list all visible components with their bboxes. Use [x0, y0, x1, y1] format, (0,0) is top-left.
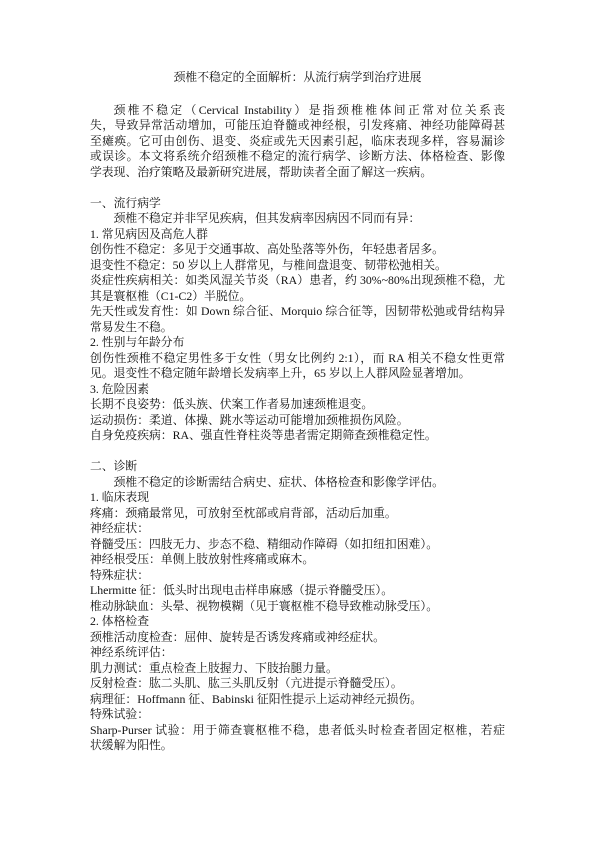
list-item: 退变性不稳定：50 岁以上人群常见，与椎间盘退变、韧带松弛相关。 — [90, 257, 447, 272]
list-item-line: Sharp-Purser 试验：用于筛查寰枢椎不稳，患者低头时检查者固定枢椎，若症 — [90, 722, 505, 737]
intro-paragraph — [90, 103, 505, 181]
list-item — [90, 304, 505, 335]
intro-line: 至瘫痪。它可由创伤、退变、炎症或先天因素引起，临床表现多样，容易漏诊 — [90, 133, 505, 148]
subsection-heading: 1. 常见病因及高危人群 — [90, 226, 208, 241]
subsection-gender-age — [90, 335, 505, 382]
subsection-risk-factors — [90, 382, 505, 444]
section-lead: 颈椎不稳定的诊断需结合病史、症状、体格检查和影像学评估。 — [113, 474, 444, 489]
paragraph-line: 创伤性颈椎不稳定男性多于女性（男女比例约 2:1），而 RA 相关不稳女性更常 — [90, 350, 505, 365]
section-heading: 二、诊断 — [90, 459, 138, 473]
list-item: 病理征：Hoffmann 征、Babinski 征阳性提示上运动神经元损伤。 — [90, 691, 423, 706]
document-body — [90, 70, 505, 754]
subsection-causes — [90, 227, 505, 336]
paragraph — [90, 351, 505, 382]
document-title: 颈椎不稳定的全面解析：从流行病学到治疗进展 — [173, 70, 422, 84]
section-diagnosis — [90, 459, 505, 754]
section-lead: 颈椎不稳定并非罕见疾病，但其发病率因病因不同而有异： — [113, 211, 421, 225]
subsection-heading: 2. 性别与年龄分布 — [90, 335, 185, 349]
list-item: 脊髓受压：四肢无力、步态不稳、精细动作障碍（如扣纽扣困难）。 — [90, 536, 439, 551]
list-item: 颈椎活动度检查：屈伸、旋转是否诱发疼痛或神经症状。 — [90, 629, 385, 644]
list-label: 神经系统评估： — [90, 645, 173, 659]
intro-line: 学表现、治疗策略及最新研究进展，帮助读者全面了解这一疾病。 — [90, 164, 433, 179]
list-item — [90, 723, 505, 754]
list-item: 长期不良姿势：低头族、伏案工作者易加速颈椎退变。 — [90, 397, 374, 411]
list-item: 肌力测试：重点检查上肢握力、下肢抬腿力量。 — [90, 660, 338, 675]
list-item: 反射检查：肱二头肌、肱三头肌反射（亢进提示脊髓受压）。 — [90, 676, 403, 690]
list-item: 神经根受压：单侧上肢放射性疼痛或麻木。 — [90, 552, 315, 566]
section-epidemiology — [90, 196, 505, 444]
subsection-physical-exam — [90, 614, 505, 754]
list-item-line: 状缓解为阳性。 — [90, 738, 173, 752]
list-label: 特殊试验： — [90, 707, 149, 721]
subsection-heading: 2. 体格检查 — [90, 614, 149, 628]
list-item: 自身免疫疾病：RA、强直性脊柱炎等患者需定期筛查颈椎稳定性。 — [90, 428, 437, 442]
list-label: 神经症状： — [90, 521, 149, 535]
list-item-line: 常易发生不稳。 — [90, 319, 173, 334]
list-item-line: 炎症性疾病相关：如类风湿关节炎（RA）患者，约 30%~80%出现颈椎不稳，尤 — [90, 273, 505, 287]
intro-line: 或误诊。本文将系统介绍颈椎不稳定的流行病学、诊断方法、体格检查、影像 — [90, 149, 505, 163]
list-item: 创伤性不稳定：多见于交通事故、高处坠落等外伤，年轻患者居多。 — [90, 242, 444, 256]
list-item: 运动损伤：柔道、体操、跳水等运动可能增加颈椎损伤风险。 — [90, 412, 409, 427]
list-item-line: 先天性或发育性：如 Down 综合征、Morquio 综合征等，因韧带松弛或骨结构异 — [90, 304, 505, 318]
intro-line: 颈椎不稳定（Cervical Instability）是指颈椎椎体间正常对位关系丧 — [113, 102, 505, 117]
list-label: 特殊症状： — [90, 567, 149, 582]
intro-line: 失，导致异常活动增加，可能压迫脊髓或神经根，引发疼痛、神经功能障碍甚 — [90, 118, 505, 132]
subsection-heading: 3. 危险因素 — [90, 381, 149, 396]
list-item — [90, 273, 505, 304]
subsection-heading: 1. 临床表现 — [90, 490, 149, 504]
paragraph-line: 见。退变性不稳定随年龄增长发病率上升，65 岁以上人群风险显著增加。 — [90, 366, 471, 380]
section-heading: 一、流行病学 — [90, 195, 161, 210]
list-item: 椎动脉缺血：头晕、视物模糊（见于寰枢椎不稳导致椎动脉受压）。 — [90, 598, 439, 613]
list-item: 疼痛：颈痛最常见，可放射至枕部或肩背部，活动后加重。 — [90, 505, 397, 520]
list-item-line: 其是寰枢椎（C1-C2）半脱位。 — [90, 288, 252, 303]
list-item: Lhermitte 征：低头时出现电击样串麻感（提示脊髓受压）。 — [90, 583, 394, 597]
subsection-clinical-presentation — [90, 490, 505, 614]
